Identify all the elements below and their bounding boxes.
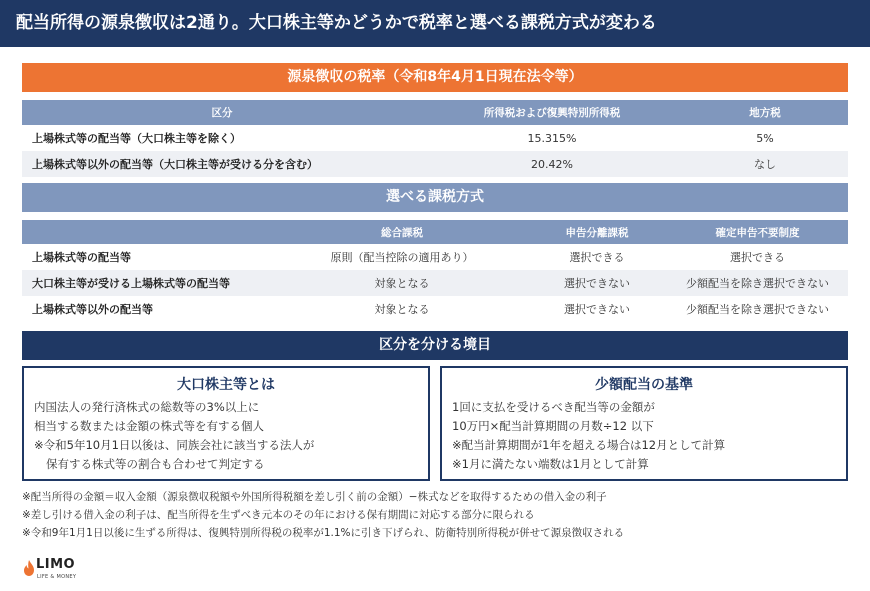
- box-line: ※配当計算期間が1年を超える場合は12月として計算: [452, 438, 726, 452]
- column-header: 総合課税: [277, 220, 527, 244]
- method-section-title: 選べる課税方式: [22, 183, 848, 212]
- row-label: 上場株式等の配当等: [22, 244, 277, 270]
- table-cell: 選択できる: [667, 244, 848, 270]
- rate-section-title: 源泉徴収の税率（令和8年4月1日現在法令等）: [22, 63, 848, 92]
- footnotes: [22, 488, 862, 542]
- criteria-section-title: 区分を分ける境目: [22, 331, 848, 360]
- row-label: 上場株式等の配当等（大口株主等を除く）: [22, 125, 422, 151]
- table-cell: 選択できる: [527, 244, 667, 270]
- row-label: 上場株式等以外の配当等: [22, 296, 277, 322]
- table-cell: 15.315%: [422, 125, 682, 151]
- logo-name: LIMO: [36, 557, 76, 572]
- page-title: 配当所得の源泉徴収は2通り。大口株主等かどうかで税率と選べる課税方式が変わる: [0, 0, 870, 47]
- box-line: 内国法人の発行済株式の総数等の3%以上に: [34, 400, 260, 414]
- table-cell: 選択できない: [527, 296, 667, 322]
- table-header-row: [22, 100, 848, 125]
- withholding-rate-table: [22, 100, 848, 177]
- footnote: ※配当所得の金額＝収入金額（源泉徴収税額や外国所得税額を差し引く前の金額）−株式などを取得するための借入金の利子: [22, 491, 607, 503]
- table-header-row: [22, 220, 848, 244]
- logo-tagline: LIFE & MONEY: [37, 574, 77, 580]
- table-row: [22, 125, 848, 151]
- box-title: 少額配当の基準: [595, 377, 693, 393]
- column-header: 所得税および復興特別所得税: [422, 100, 682, 125]
- small-dividend-box: [440, 366, 848, 481]
- footnote: ※差し引ける借入金の利子は、配当所得を生ずべき元本のその年における保有期間に対応する部分に限られる: [22, 509, 535, 521]
- taxation-method-table: [22, 220, 848, 322]
- footnote: ※令和9年1月1日以後に生ずる所得は、復興特別所得税の税率が1.1%に引き下げられ、防衛特別所得税が併せて源泉徴収される: [22, 527, 625, 539]
- table-cell: 原則（配当控除の適用あり）: [277, 244, 527, 270]
- table-row: [22, 244, 848, 270]
- box-line: ※1月に満たない端数は1月として計算: [452, 457, 649, 471]
- table-row: [22, 296, 848, 322]
- column-header: 申告分離課税: [527, 220, 667, 244]
- table-cell: 20.42%: [422, 151, 682, 177]
- table-cell: 少額配当を除き選択できない: [667, 296, 848, 322]
- row-label: 大口株主等が受ける上場株式等の配当等: [22, 270, 277, 296]
- table-cell: なし: [682, 151, 848, 177]
- row-label: 上場株式等以外の配当等（大口株主等が受ける分を含む）: [22, 151, 422, 177]
- box-line: 相当する数または金額の株式等を有する個人: [34, 419, 264, 433]
- box-line: 保有する株式等の割合も合わせて判定する: [46, 457, 265, 471]
- column-header: 確定申告不要制度: [667, 220, 848, 244]
- column-header: 地方税: [682, 100, 848, 125]
- box-title: 大口株主等とは: [177, 377, 275, 393]
- limo-logo: [22, 557, 82, 585]
- major-shareholder-box: [22, 366, 430, 481]
- table-row: [22, 151, 848, 177]
- table-cell: 選択できない: [527, 270, 667, 296]
- box-line: ※令和5年10月1日以後は、同族会社に該当する法人が: [34, 438, 315, 452]
- box-line: 10万円×配当計算期間の月数÷12 以下: [452, 419, 654, 433]
- column-header: 区分: [22, 100, 422, 125]
- table-cell: 少額配当を除き選択できない: [667, 270, 848, 296]
- table-cell: 対象となる: [277, 296, 527, 322]
- flame-icon: [22, 559, 36, 577]
- table-cell: 5%: [682, 125, 848, 151]
- column-header: [22, 220, 277, 244]
- box-line: 1回に支払を受けるべき配当等の金額が: [452, 400, 655, 414]
- table-row: [22, 270, 848, 296]
- table-cell: 対象となる: [277, 270, 527, 296]
